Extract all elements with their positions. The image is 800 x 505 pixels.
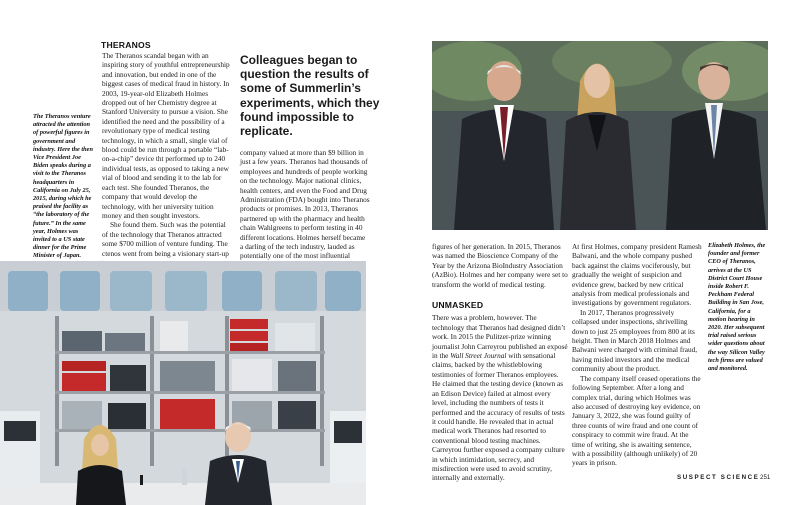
lab-visit-photo (0, 261, 366, 505)
right-page-column-1 (432, 242, 568, 483)
running-footer-section: SUSPECT SCIENCE (677, 474, 760, 481)
left-photo-caption: The Theranos venture attracted the attention of powerful figures in government and industry. Here the then Vice President Joe Biden speaks during a visit to the Theranos headquarters in California on July 25, 2015, during which he praised the facility as “the laboratory of the future.” In the same year, Holmes was invited to a US state dinner for the Prime Minister of Japan. (33, 113, 93, 260)
paragraph: company valued at more than $9 billion in just a few years. Theranos had thousands of employees and hundreds of people working on the technology. Major national clinics, health centers, and even the Food and Drug Administration (FDA) bought into Theranos products or promises. In 2013, Theranos partnered up with the pharmacy and health chain Wahlgreens to perform testing in 40 different locations. Holmes herself became a darling of the tech industry, lauded as potentially one of the most influential (240, 148, 370, 261)
pull-quote: Colleagues began to question the results of some of Summerlin’s experiments, which they found impossible to replicate. (240, 53, 380, 139)
section-heading-theranos: THERANOS (101, 40, 151, 50)
right-photo-caption: Elizabeth Holmes, the founder and former CEO of Theranos, arrives at the US District Court House inside Robert F. Peckham Federal Building in San Jose, California, for a motion hearing in 2020. Her subsequent trial raised serious wider questions about the way Silicon Valley tech firms are valued and monitored. (708, 242, 766, 373)
section-heading-unmasked: UNMASKED (432, 300, 484, 311)
left-page-column-2 (240, 148, 370, 261)
paragraph: The Theranos scandal began with an inspiring story of youthful entrepreneurship and innovation, but ended in one of the biggest cases of medical fraud in history. In 2003, 19-year-old Elizabeth Holmes dropped out of her Chemistry degree at Stanford University to pursue a vision. She identified the need and the possibility of a revolutionary type of medical testing technology, in which a small, single vial of blood could be run through a portable “lab-on-a-chip” device tht performed up to 240 individual tests, as opposed to taking a new vial of blood and sending it to the lab for each test. She founded Theranos, the company that would develop the technology, with her university tuition money and then sought investors. (102, 51, 230, 220)
paragraph: At first Holmes, company president Ramesh Balwani, and the whole company pushed back against the claims vociferously, but gradually the weight of suspicion and evidence grew, backed by new critical analysis from medical professionals and investigations by government regulators. (572, 242, 702, 308)
page-number: 251 (760, 474, 771, 481)
left-page-column-1 (102, 51, 232, 267)
courthouse-arrival-illustration (432, 41, 768, 230)
paragraph: In 2017, Theranos progressively collapsed under inspections, shrivelling down to just 25 employees from 800 at its height. Then in March 2018 Holmes and Balwani were charged with criminal fraud, having misled investors and the medical community about the product. (572, 307, 698, 374)
paragraph: The company itself ceased operations the following September. After a long and complex trial, during which Holmes was also accused of destroying key evidence, on January 3, 2022, she was found guilty of three counts of wire fraud and one count of conspiracy to commit wire fraud. At the time of writing, she is awaiting sentence, with a possibility (although unlikely) of 20 years in prison. (572, 373, 701, 468)
paragraph: There was a problem, however. The technology that Theranos had designed didn’t work. In 2015 the Pulitzer-prize winning journalist John Carreyrou published an exposé in the Wall Street Journal with sensational claims, backed by the whistleblowing testimonies of former Theranos employees. He claimed that the testing device (known as an Edison Device) failed at almost every level, including the numbers of tests it performed and the accuracy of results of tests it could handle. He revealed that in actual medical work Theranos had resorted to conventional blood testing machines. Carreyrou further exposed a company culture in which intimidation, secrecy, and misdirection were used to avoid scrutiny, internally and externally. (432, 313, 568, 483)
right-page-column-2 (572, 242, 702, 468)
paragraph: She found them. Such was the potential of the technology that Theranos attracted some $700 million of venture funding. The ctenos went from being a visionary start-up (102, 220, 229, 258)
courthouse-arrival-photo (432, 41, 768, 230)
paragraph: figures of her generation. In 2015, Theranos was named the Bioscience Company of the Year by the Arizona BioIndustry Association (AzBio). Holmes and her company were set to transform the world of medical testing. (432, 242, 568, 289)
lab-visit-illustration (0, 261, 366, 505)
